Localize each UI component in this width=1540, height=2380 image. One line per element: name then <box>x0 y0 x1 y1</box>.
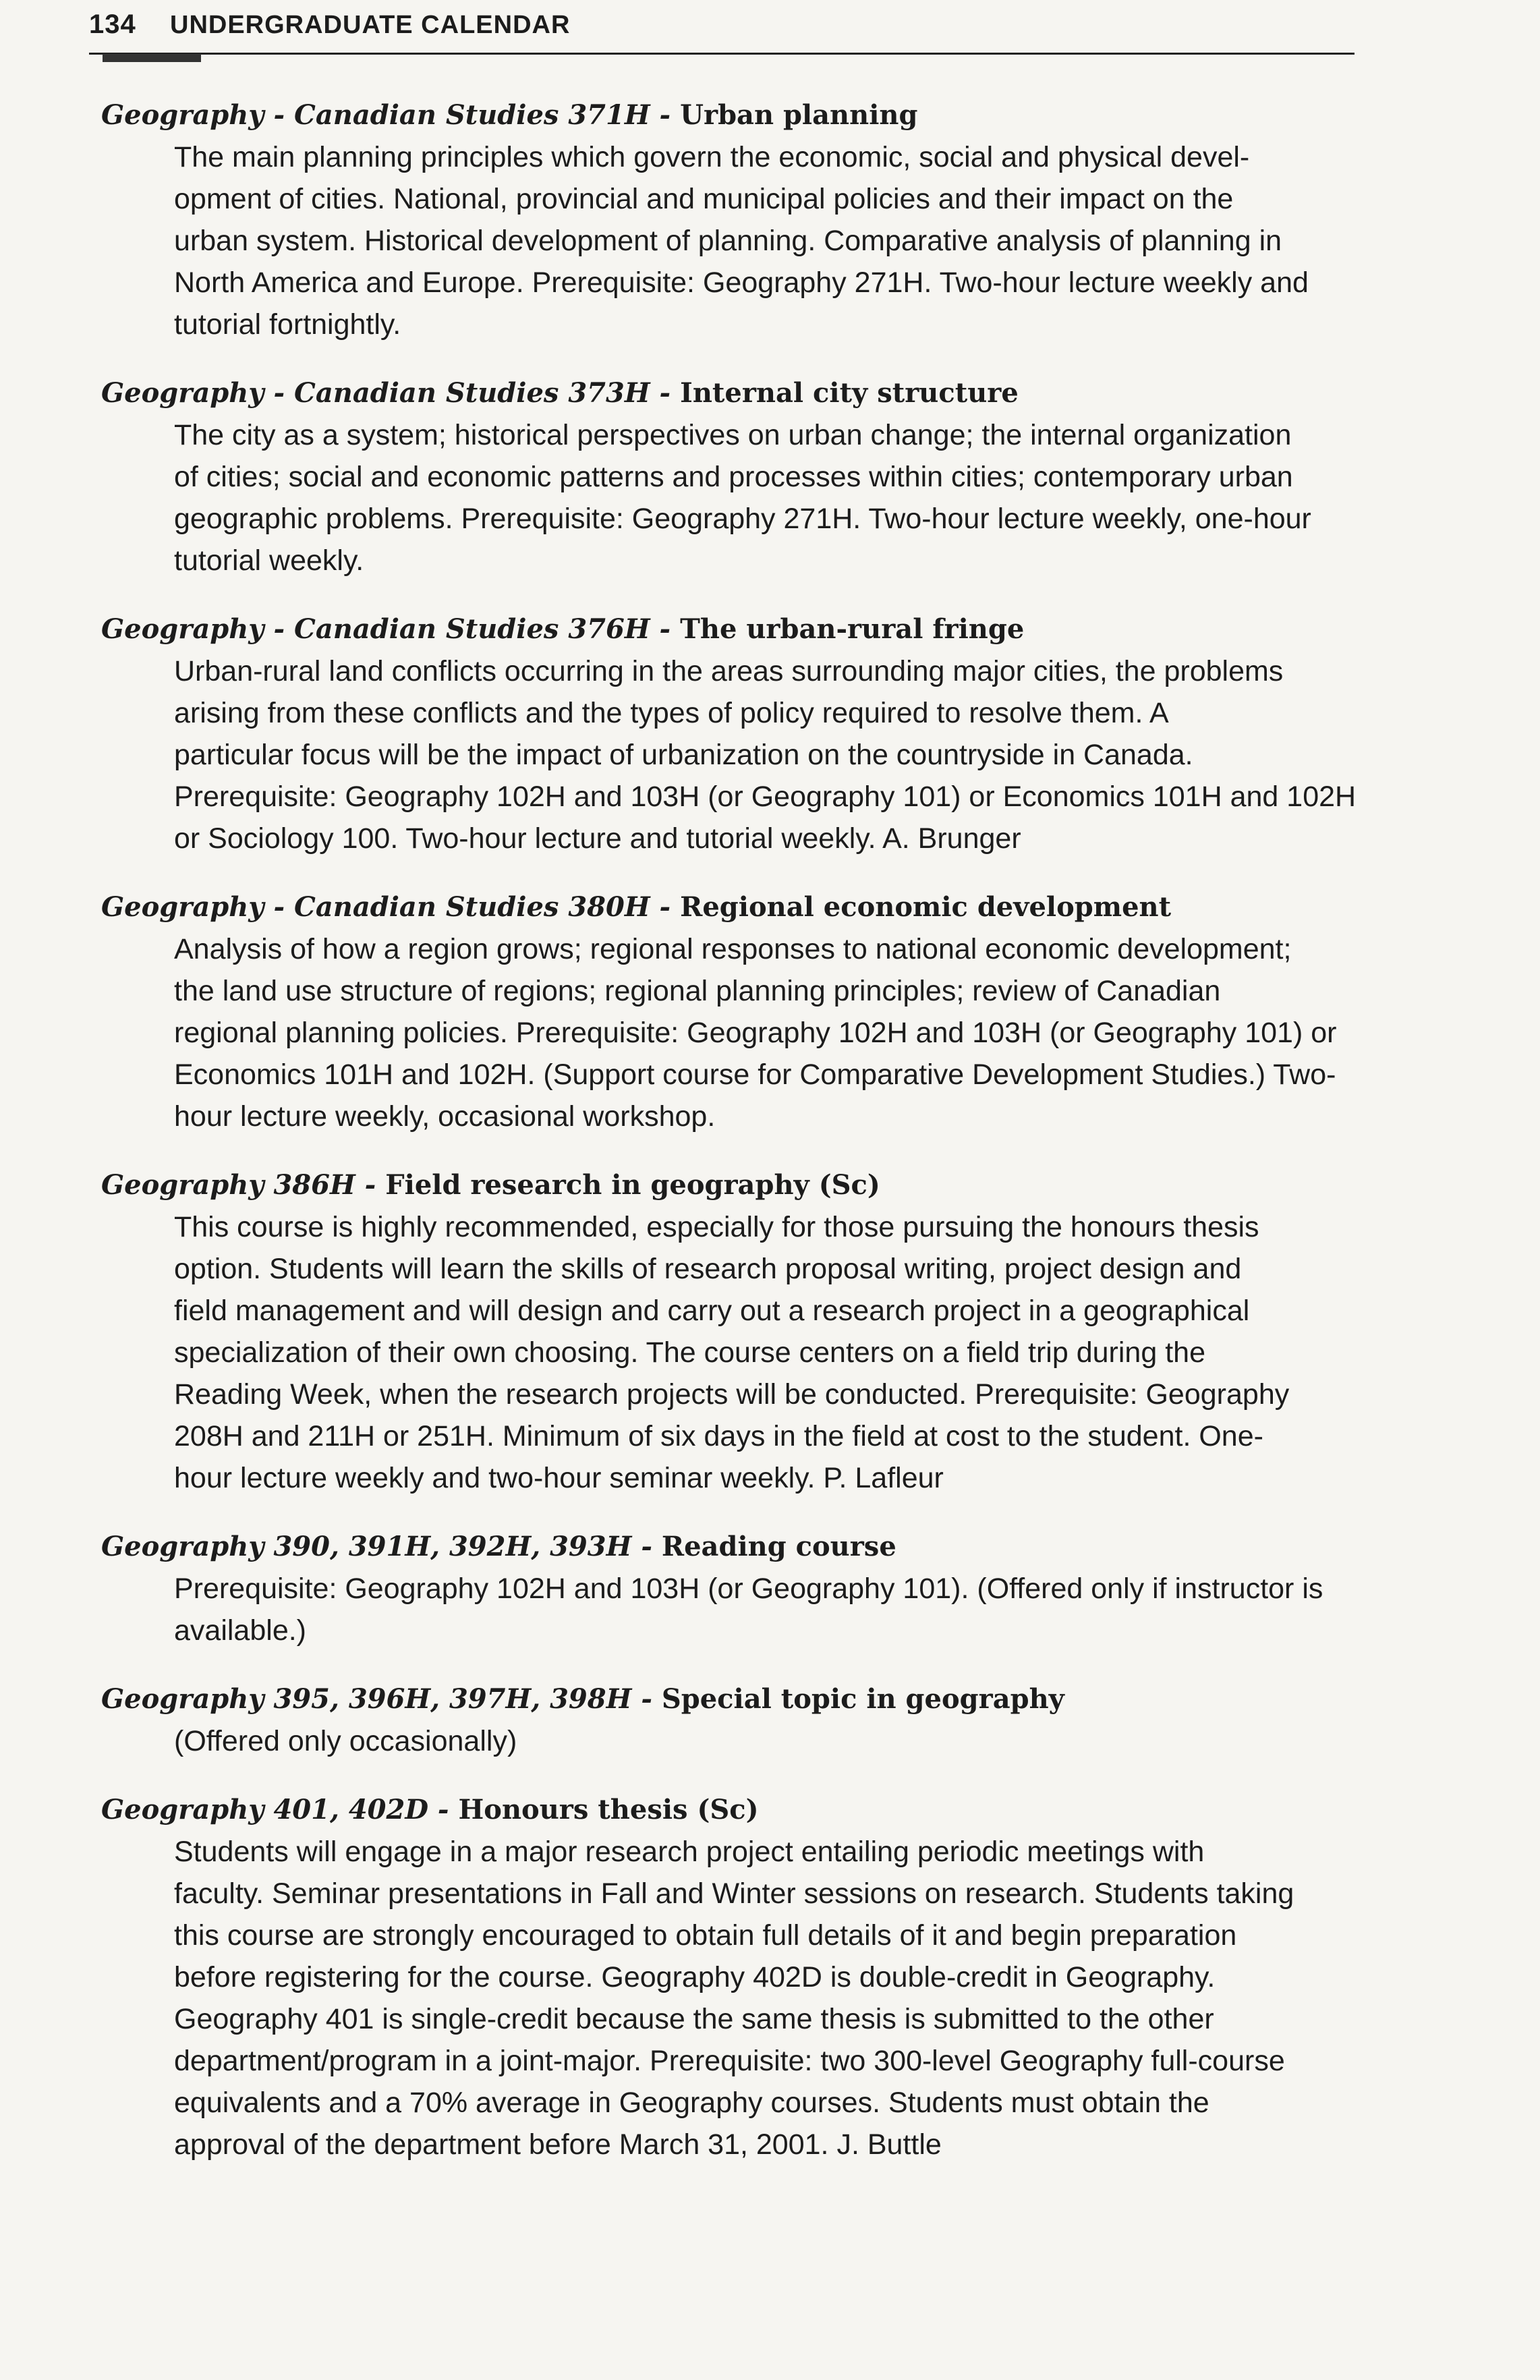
course-heading <box>101 1678 1363 1720</box>
course-title: Internal city structure <box>680 377 1019 409</box>
course-description <box>174 1831 1363 2165</box>
description-line: Urban-rural land conflicts occurring in the areas surrounding major cities, the problems <box>174 655 1284 687</box>
course-entry <box>101 1789 1363 2165</box>
description-line: Prerequisite: Geography 102H and 103H (or Geography 101). (Offered only if instructor is <box>174 1572 1323 1605</box>
course-entry <box>101 372 1363 582</box>
description-line: of cities; social and economic patterns and processes within cities; contemporary urban <box>174 461 1293 493</box>
course-code: Geography 401, 402D - <box>101 1794 449 1825</box>
description-line: Analysis of how a region grows; regional responses to national economic development; <box>174 933 1292 965</box>
course-heading <box>101 886 1363 928</box>
course-heading <box>101 1164 1363 1206</box>
description-line: the land use structure of regions; regional planning principles; review of Canadian <box>174 975 1221 1007</box>
description-line: particular focus will be the impact of urbanization on the countryside in Canada. <box>174 739 1193 771</box>
description-line: (Offered only occasionally) <box>174 1725 517 1757</box>
page-header <box>89 9 1354 57</box>
course-title: Field research in geography (Sc) <box>385 1169 880 1201</box>
description-line: specialization of their own choosing. The course centers on a field trip during the <box>174 1336 1205 1369</box>
course-entry <box>101 1164 1363 1499</box>
description-line: urban system. Historical development of planning. Comparative analysis of planning in <box>174 225 1282 257</box>
course-entry <box>101 1526 1363 1651</box>
course-entry <box>101 94 1363 345</box>
course-description <box>174 928 1363 1137</box>
description-line: this course are strongly encouraged to obtain full details of it and begin preparation <box>174 1919 1237 1952</box>
description-line: Students will engage in a major research project entailing periodic meetings with <box>174 1836 1205 1868</box>
description-line: The city as a system; historical perspectives on urban change; the internal organization <box>174 419 1292 451</box>
course-code: Geography - Canadian Studies 371H - <box>101 99 671 131</box>
course-entry <box>101 608 1363 859</box>
description-line: hour lecture weekly and two-hour seminar weekly. P. Lafleur <box>174 1462 944 1494</box>
course-code: Geography - Canadian Studies 380H - <box>101 891 671 923</box>
description-line: department/program in a joint-major. Prerequisite: two 300-level Geography full-course <box>174 2045 1285 2077</box>
description-line: North America and Europe. Prerequisite: Geography 271H. Two-hour lecture weekly and <box>174 266 1309 299</box>
description-line: The main planning principles which govern the economic, social and physical devel- <box>174 141 1250 173</box>
course-code: Geography 395, 396H, 397H, 398H - <box>101 1683 652 1715</box>
course-description <box>174 1568 1363 1651</box>
course-code: Geography 390, 391H, 392H, 393H - <box>101 1531 652 1562</box>
course-description <box>174 1206 1363 1499</box>
description-line: option. Students will learn the skills of research proposal writing, project design and <box>174 1253 1242 1285</box>
course-entries <box>101 94 1363 2192</box>
course-description <box>174 1720 1363 1762</box>
course-description <box>174 414 1363 582</box>
course-title: Special topic in geography <box>661 1683 1064 1715</box>
description-line: tutorial weekly. <box>174 544 364 577</box>
description-line: This course is highly recommended, especially for those pursuing the honours thesis <box>174 1211 1259 1243</box>
description-line: arising from these conflicts and the types of policy required to resolve them. A <box>174 697 1169 729</box>
description-line: available.) <box>174 1614 306 1647</box>
course-description <box>174 136 1363 345</box>
description-line: Prerequisite: Geography 102H and 103H (or Geography 101) or Economics 101H and 102H <box>174 781 1357 813</box>
description-line: hour lecture weekly, occasional workshop. <box>174 1100 716 1133</box>
description-line: field management and will design and carry out a research project in a geographical <box>174 1295 1250 1327</box>
course-title: Honours thesis (Sc) <box>458 1794 759 1825</box>
description-line: faculty. Seminar presentations in Fall and Winter sessions on research. Students taking <box>174 1877 1294 1910</box>
description-line: geographic problems. Prerequisite: Geography 271H. Two-hour lecture weekly, one-hour <box>174 503 1311 535</box>
course-title: Regional economic development <box>680 891 1172 923</box>
description-line: Economics 101H and 102H. (Support course for Comparative Development Studies.) Two- <box>174 1058 1336 1091</box>
course-heading <box>101 94 1363 136</box>
header-rule <box>89 53 1354 55</box>
course-description <box>174 650 1363 859</box>
course-heading <box>101 372 1363 414</box>
course-code: Geography - Canadian Studies 376H - <box>101 613 671 645</box>
course-heading <box>101 608 1363 650</box>
description-line: Geography 401 is single-credit because the same thesis is submitted to the other <box>174 2003 1214 2035</box>
page-number: 134 <box>89 9 136 39</box>
description-line: tutorial fortnightly. <box>174 308 401 341</box>
description-line: opment of cities. National, provincial and municipal policies and their impact on the <box>174 183 1234 215</box>
course-entry <box>101 886 1363 1137</box>
header-rule-accent <box>103 54 201 62</box>
course-entry <box>101 1678 1363 1762</box>
description-line: or Sociology 100. Two-hour lecture and tutorial weekly. A. Brunger <box>174 822 1021 855</box>
course-title: The urban-rural fringe <box>680 613 1025 645</box>
description-line: approval of the department before March 31, 2001. J. Buttle <box>174 2128 942 2161</box>
description-line: regional planning policies. Prerequisite: Geography 102H and 103H (or Geography 101) or <box>174 1017 1337 1049</box>
course-title: Reading course <box>661 1531 896 1562</box>
course-code: Geography - Canadian Studies 373H - <box>101 377 671 409</box>
description-line: equivalents and a 70% average in Geography courses. Students must obtain the <box>174 2087 1209 2119</box>
description-line: 208H and 211H or 251H. Minimum of six days in the field at cost to the student. One- <box>174 1420 1263 1452</box>
course-code: Geography 386H - <box>101 1169 376 1201</box>
description-line: Reading Week, when the research projects will be conducted. Prerequisite: Geography <box>174 1378 1290 1411</box>
description-line: before registering for the course. Geography 402D is double-credit in Geography. <box>174 1961 1216 1993</box>
running-head: UNDERGRADUATE CALENDAR <box>170 11 571 39</box>
course-title: Urban planning <box>680 99 918 131</box>
course-heading <box>101 1526 1363 1568</box>
course-heading <box>101 1789 1363 1831</box>
